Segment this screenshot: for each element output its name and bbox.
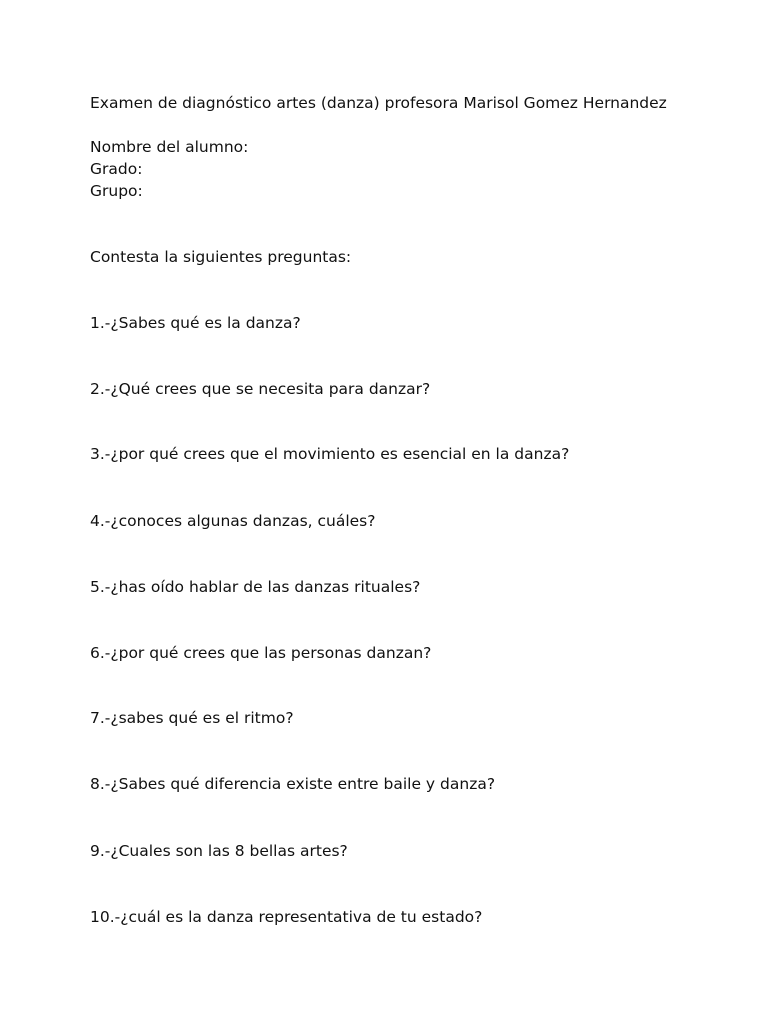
- question-8: 8.-¿Sabes qué diferencia existe entre baile y danza?: [90, 775, 496, 793]
- document-title: Examen de diagnóstico artes (danza) profesora Marisol Gomez Hernandez: [90, 94, 667, 112]
- question-4: 4.-¿conoces algunas danzas, cuáles?: [90, 512, 376, 530]
- question-3: 3.-¿por qué crees que el movimiento es esencial en la danza?: [90, 445, 570, 463]
- student-name-field-label: Nombre del alumno:: [90, 138, 249, 156]
- question-10: 10.-¿cuál es la danza representativa de tu estado?: [90, 908, 483, 926]
- question-2: 2.-¿Qué crees que se necesita para danzar?: [90, 380, 431, 398]
- question-1: 1.-¿Sabes qué es la danza?: [90, 314, 301, 332]
- instructions-text: Contesta la siguientes preguntas:: [90, 248, 352, 266]
- question-9: 9.-¿Cuales son las 8 bellas artes?: [90, 842, 348, 860]
- group-field-label: Grupo:: [90, 182, 143, 200]
- question-6: 6.-¿por qué crees que las personas danzan?: [90, 644, 432, 662]
- grade-field-label: Grado:: [90, 160, 143, 178]
- question-5: 5.-¿has oído hablar de las danzas rituales?: [90, 578, 421, 596]
- question-7: 7.-¿sabes qué es el ritmo?: [90, 709, 294, 727]
